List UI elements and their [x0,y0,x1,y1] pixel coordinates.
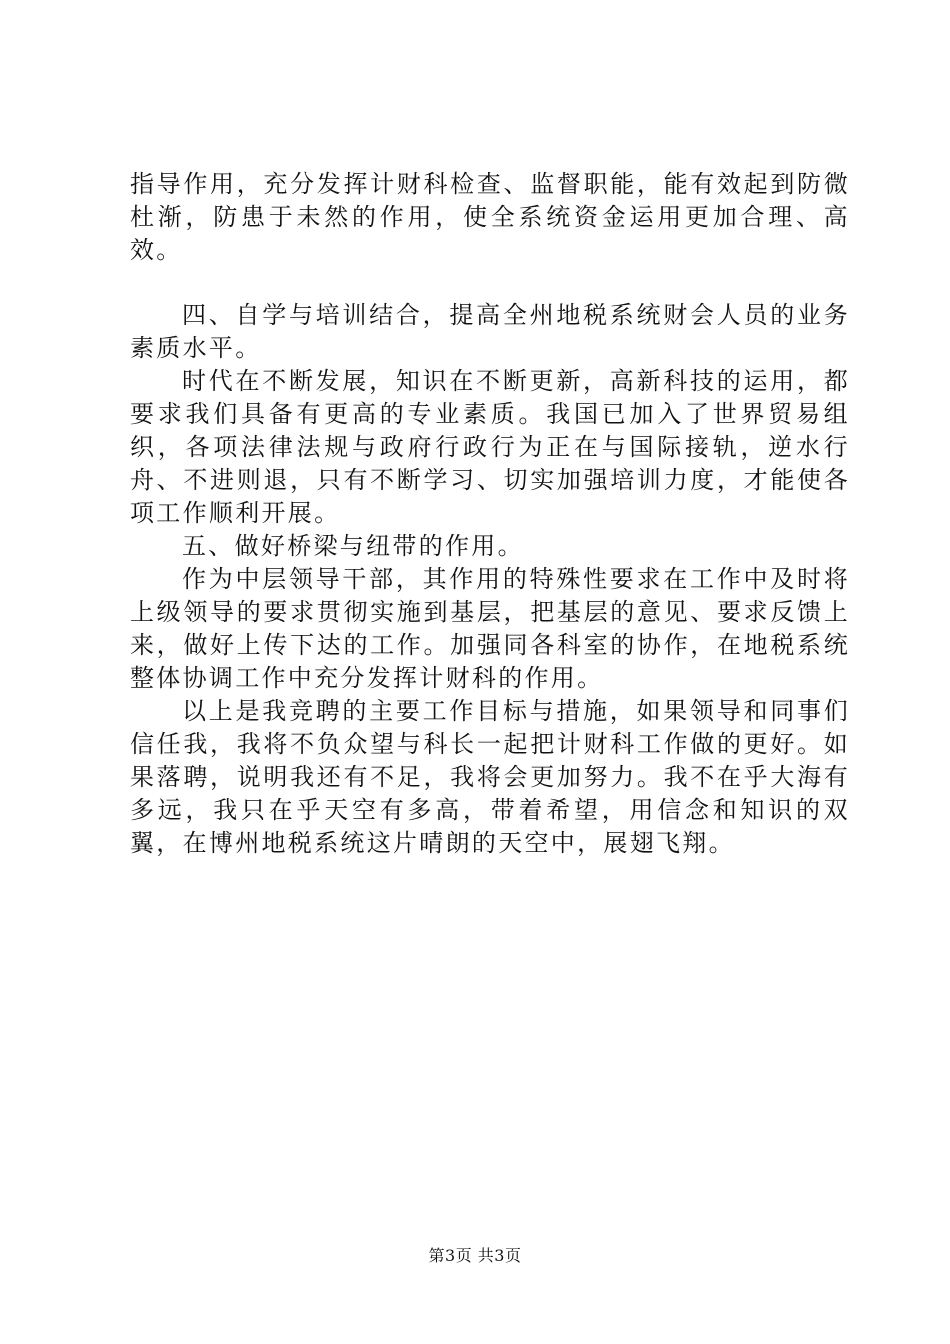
page-number-footer: 第3页 共3页 [428,1246,522,1265]
section-heading-four: 四、自学与培训结合，提高全州地税系统财会人员的业务素质水平。 [130,301,850,362]
section-heading-five: 五、做好桥梁与纽带的作用。 [182,532,524,560]
paragraph-bridge-role: 作为中层领导干部，其作用的特殊性要求在工作中及时将上级领导的要求贯彻实施到基层，把基层的意见、要求反馈上来，做好上传下达的工作。加强同各科室的协作，在地税系统整体协调工作中充分发挥计财科的作用。 [130,565,850,692]
paragraph-continuation: 指导作用，充分发挥计财科检查、监督职能，能有效起到防微杜渐，防患于未然的作用，使全系统资金运用更加合理、高效。 [130,170,850,264]
paragraph-training: 时代在不断发展，知识在不断更新，高新科技的运用，都要求我们具备有更高的专业素质。我国已加入了世界贸易组织，各项法律法规与政府行政行为正在与国际接轨，逆水行舟、不进则退，只有不断学习、切实加强培训力度，才能使各项工作顺利开展。 [130,367,850,527]
document-body [130,168,850,860]
paragraph-conclusion: 以上是我竞聘的主要工作目标与措施，如果领导和同事们信任我，我将不负众望与科长一起把计财科工作做的更好。如果落聘，说明我还有不足，我将会更加努力。我不在乎大海有多远，我只在乎天空有多高，带着希望，用信念和知识的双翼，在博州地税系统这片晴朗的天空中，展翅飞翔。 [130,697,850,857]
